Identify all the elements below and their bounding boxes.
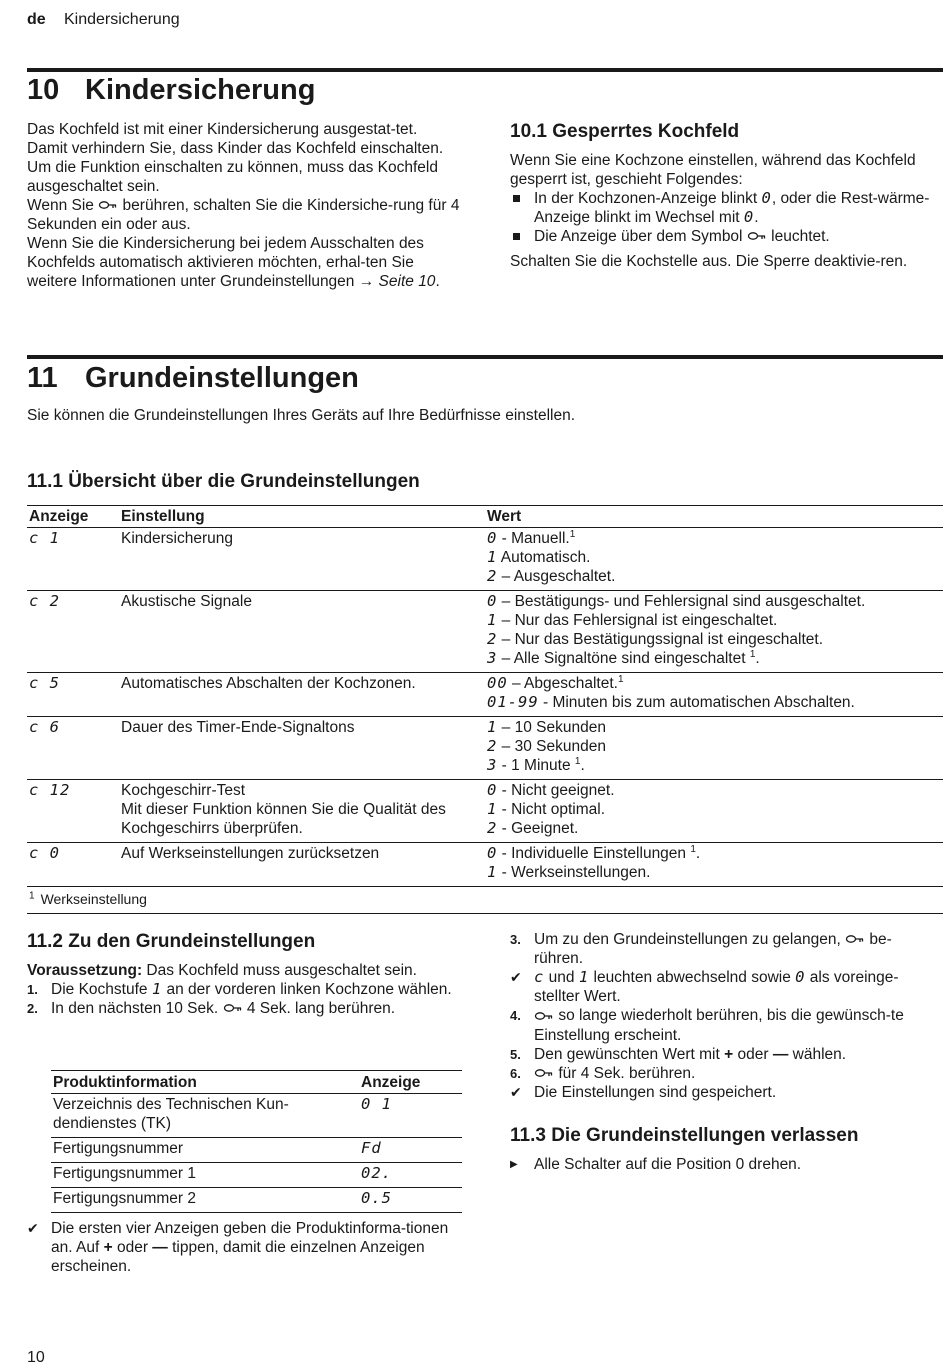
section-10-1-intro: Wenn Sie eine Kochzone einstellen, während das Kochfeld gesperrt ist, geschieht Folgendes: [510, 152, 916, 188]
plus-icon: + [724, 1045, 734, 1063]
column-header-anzeige: Anzeige [29, 508, 89, 525]
value-line [487, 548, 941, 567]
settings-table [27, 507, 943, 914]
table-row [27, 673, 943, 717]
step-3-text-b: be-rühren. [534, 931, 892, 968]
segment-display-value: 0 [487, 844, 498, 862]
key-lock-icon [845, 930, 865, 949]
requirement-text: Das Kochfeld muss ausgeschaltet sein. [142, 962, 417, 979]
value-line [487, 819, 941, 838]
product-info-label: Fertigungsnummer 1 [53, 1165, 197, 1182]
result-item [27, 1219, 462, 1276]
key-lock-icon [534, 1007, 554, 1026]
product-info-label: Fertigungsnummer 2 [53, 1190, 197, 1207]
step-number: 6. [510, 1065, 521, 1081]
table-row [27, 843, 943, 887]
section-11-intro: Sie können die Grundeinstellungen Ihres Geräts auf Ihre Bedürfnisse einstellen. [27, 407, 576, 424]
value-line [487, 863, 941, 882]
setting-name: Kindersicherung [121, 530, 234, 547]
value-line [487, 611, 941, 630]
result-3-text-c: als voreinge-stellter Wert. [534, 969, 899, 1006]
footnote-marker: 1 [569, 528, 576, 540]
value-text: – 10 Sekunden [497, 719, 606, 736]
key-lock-icon [98, 196, 118, 215]
action-text: Alle Schalter auf die Position 0 drehen. [534, 1156, 802, 1173]
footnote-marker: 1 [617, 673, 624, 685]
bullet-2-text-b: leuchtet. [771, 228, 830, 245]
segment-display-value: 0 [487, 592, 498, 610]
value-text: - Minuten bis zum automatischen Abschalten. [538, 694, 855, 711]
segment-display-value: 2 [487, 819, 498, 837]
section-11-3-heading: 11.3 Die Grundeinstellungen verlassen [510, 1125, 859, 1146]
section-11-number: 11 [27, 362, 58, 394]
result-list [27, 1219, 462, 1276]
header-title: Kindersicherung [64, 11, 180, 28]
section-11-2-left [27, 961, 462, 1018]
step-1-text-b: an der vorderen linken Kochzone wählen. [166, 981, 452, 998]
header-language: de [27, 11, 46, 28]
display-code: c 6 [29, 718, 60, 736]
step-5 [510, 1045, 940, 1064]
section-10-p4-text: Wenn Sie die Kindersicherung bei jedem Ausschalten des Kochfelds automatisch aktivieren möchten, erhal-ten Sie weitere Informationen unter Grundeinstellungen [27, 235, 424, 291]
step-6-text: für 4 Sek. berühren. [558, 1064, 696, 1082]
section-10-body [27, 120, 462, 291]
section-10-p4-period: . [435, 273, 440, 291]
step-number: 1. [27, 982, 38, 997]
value-text: – Nur das Bestätigungssignal ist eingeschaltet. [497, 631, 824, 648]
section-11-rule [27, 355, 943, 359]
step-5-text-c: wählen. [792, 1045, 847, 1063]
segment-display-value: 0 [487, 781, 498, 799]
step-6 [510, 1064, 940, 1083]
value-line [487, 737, 941, 756]
segment-display-value: 00 [487, 674, 508, 692]
value-text: - Nicht geeignet. [497, 782, 615, 799]
setting-name: Kochgeschirr-Test Mit dieser Funktion können Sie die Qualität des Kochgeschirrs überprüfen. [121, 782, 446, 837]
key-lock-icon [747, 227, 767, 246]
section-10-1-bullets [510, 189, 930, 246]
value-suffix: . [695, 845, 701, 862]
table-footnote [27, 887, 943, 914]
step-3 [510, 930, 940, 968]
result-6-text: Die Einstellungen sind gespeichert. [534, 1084, 777, 1102]
section-10-1-outro: Schalten Sie die Kochstelle aus. Die Sperre deaktivie-ren. [510, 253, 908, 271]
bullet-1-text-c: . [754, 209, 759, 226]
step-2 [27, 999, 462, 1018]
section-10-p1: Das Kochfeld ist mit einer Kindersicherung ausgestat-tet. Damit verhindern Sie, dass Kinder das Kochfeld einschalten. [27, 121, 444, 157]
table-row [27, 591, 943, 673]
segment-display-value: c [534, 968, 545, 987]
product-info-table [51, 1070, 462, 1213]
table-top-rule [27, 505, 943, 506]
value-line [487, 781, 941, 800]
step-number: 4. [510, 1008, 521, 1024]
checkmark-icon: ✔ [510, 969, 522, 986]
table-header-row [27, 507, 943, 528]
table-row [27, 780, 943, 843]
minus-icon: — [152, 1239, 168, 1256]
section-10-1-heading: 10.1 Gesperrtes Kochfeld [510, 121, 740, 142]
key-lock-icon [223, 999, 243, 1018]
requirement-label: Voraussetzung: [27, 962, 143, 979]
section-10-1-body [510, 151, 930, 271]
note-text-c: tippen, damit die einzelnen Anzeigen erscheinen. [51, 1239, 425, 1275]
bullet-2-text-a: Die Anzeige über dem Symbol [534, 228, 743, 245]
checkmark-icon: ✔ [27, 1220, 39, 1236]
column-header-produktinformation: Produktinformation [53, 1074, 197, 1091]
note-text-a: Die ersten vier Anzeigen geben die Produktinforma-tionen an. Auf [51, 1220, 449, 1256]
footnote-marker: 1 [690, 843, 696, 855]
segment-display-value: 1 [487, 800, 498, 818]
step-2-text-b: 4 Sek. lang berühren. [246, 1000, 396, 1017]
setting-values [485, 717, 943, 780]
column-header-anzeige: Anzeige [361, 1074, 421, 1091]
display-code: Fd [361, 1139, 382, 1157]
section-11-2-right [510, 930, 940, 1102]
value-text: Automatisch. [497, 549, 591, 566]
column-header-wert: Wert [487, 508, 522, 525]
display-code: 0.5 [361, 1189, 392, 1207]
section-10-p3-end: berühren, schalten Sie die Kindersiche-rung für 4 Sekunden ein oder aus. [27, 197, 460, 234]
value-text: – Alle Signaltöne sind eingeschaltet [497, 650, 750, 667]
requirement [27, 961, 462, 980]
product-info-note [27, 1219, 462, 1276]
segment-display-value: 0 [795, 968, 806, 987]
step-1 [27, 980, 462, 999]
result-3-text-a: und [548, 969, 575, 987]
value-line [487, 756, 941, 775]
step-number: 5. [510, 1046, 521, 1062]
value-text: – 30 Sekunden [497, 738, 606, 755]
value-text: – Bestätigungs- und Fehlersignal sind ausgeschaltet. [497, 593, 866, 610]
value-line [487, 718, 941, 737]
segment-display-value: 01-99 [487, 693, 539, 711]
section-11-title: Grundeinstellungen [85, 362, 359, 394]
display-code: c 1 [29, 529, 60, 547]
segment-display-value: 2 [487, 737, 498, 755]
product-info-label: Verzeichnis des Technischen Kun-dendienstes (TK) [53, 1096, 289, 1132]
step-3-text-a: Um zu den Grundeinstellungen zu gelangen, [534, 931, 841, 948]
setting-name: Automatisches Abschalten der Kochzonen. [121, 675, 416, 692]
note-text-b: oder [116, 1239, 148, 1256]
display-code: c 12 [29, 781, 71, 799]
display-code: 0 1 [361, 1095, 392, 1113]
plus-icon: + [103, 1239, 113, 1256]
section-10-heading [27, 73, 315, 107]
result-item [510, 968, 940, 1006]
footnote-marker: 1 [29, 890, 35, 902]
section-10-rule [27, 68, 943, 72]
value-suffix: . [580, 757, 585, 774]
display-code: c 2 [29, 592, 60, 610]
segment-display-value: 1 [578, 968, 590, 987]
step-1-text-a: Die Kochstufe [51, 981, 148, 998]
value-suffix: . [755, 650, 760, 667]
step-2-text-a: In den nächsten 10 Sek. [51, 1000, 219, 1017]
triangle-bullet-icon: ▶ [510, 1159, 518, 1170]
segment-display-value: 1 [487, 863, 498, 881]
table-row [27, 528, 943, 591]
value-line [487, 800, 941, 819]
segment-display-value: 3 [487, 756, 498, 774]
setting-name: Auf Werkseinstellungen zurücksetzen [121, 845, 380, 862]
section-11-3-body [510, 1155, 940, 1174]
segment-display-value: 0 [487, 529, 498, 547]
display-code: c 0 [29, 844, 60, 862]
list-item [510, 189, 930, 227]
column-header-einstellung: Einstellung [121, 508, 205, 525]
step-5-text-a: Den gewünschten Wert mit [534, 1045, 720, 1063]
setting-values [485, 780, 943, 843]
setting-values [485, 673, 943, 717]
value-line [487, 529, 941, 548]
segment-display-value: 1 [487, 611, 498, 629]
page-reference-link[interactable]: → Seite 10 [358, 273, 436, 291]
action-list [510, 1155, 940, 1174]
value-text: - 1 Minute [497, 757, 575, 774]
value-line [487, 649, 941, 668]
value-line [487, 592, 941, 611]
value-line [487, 630, 941, 649]
value-text: - Individuelle Einstellungen [497, 845, 691, 862]
bullet-1-text-b: , oder die Rest-wärme-Anzeige blinkt im Wechsel mit [534, 190, 930, 226]
value-text: – Ausgeschaltet. [497, 568, 616, 585]
step-4 [510, 1006, 940, 1044]
section-10-number: 10 [27, 74, 60, 106]
table-header-row [51, 1071, 462, 1094]
section-11-heading [27, 361, 359, 395]
display-code: 02. [361, 1164, 392, 1182]
result-item [510, 1083, 940, 1102]
minus-icon: — [772, 1045, 789, 1063]
footnote-row [27, 887, 943, 914]
bullet-1-text-a: In der Kochzonen-Anzeige blinkt [534, 190, 758, 207]
table-row [51, 1094, 462, 1138]
result-3-text-b: leuchten abwechselnd sowie [593, 969, 791, 987]
setting-name: Dauer des Timer-Ende-Signaltons [121, 719, 355, 736]
setting-values [485, 843, 943, 887]
step-4-text: so lange wiederholt berühren, bis die gewünsch-te Einstellung erscheint. [534, 1007, 904, 1044]
segment-display-value: 3 [487, 649, 498, 667]
setting-values [485, 591, 943, 673]
checkmark-icon: ✔ [510, 1084, 522, 1101]
steps-list-left [27, 980, 462, 1018]
value-text: – Abgeschaltet. [507, 675, 618, 692]
footnote-text: Werkseinstellung [40, 891, 147, 907]
section-10-p2: Um die Funktion einschalten zu können, muss das Kochfeld ausgeschaltet sein. [27, 159, 438, 195]
section-10-p3 [27, 196, 462, 234]
footnote-marker: 1 [749, 648, 756, 660]
step-number: 3. [510, 932, 521, 947]
page-number: 10 [27, 1349, 45, 1366]
value-text: - Manuell. [497, 530, 570, 547]
segment-display-value: 2 [487, 567, 498, 585]
section-10-p4 [27, 234, 462, 291]
segment-display-value: 0 [761, 189, 772, 207]
value-text: - Nicht optimal. [497, 801, 606, 818]
segment-display-value: 1 [487, 718, 498, 736]
segment-display-value: 2 [487, 630, 498, 648]
footnote-marker: 1 [574, 755, 581, 767]
value-text: - Geeignet. [497, 820, 579, 837]
step-5-text-b: oder [737, 1045, 769, 1063]
segment-display-value: 0 [743, 208, 755, 226]
segment-display-value: 1 [151, 980, 163, 998]
list-item [510, 227, 930, 246]
section-11-2-heading: 11.2 Zu den Grundeinstellungen [27, 931, 316, 952]
value-line [487, 567, 941, 586]
step-number: 2. [27, 1001, 38, 1016]
value-text: - Werkseinstellungen. [497, 864, 651, 881]
action-item [510, 1155, 940, 1174]
key-lock-icon [534, 1064, 554, 1083]
table-row [51, 1163, 462, 1188]
table-row [51, 1188, 462, 1213]
value-line [487, 674, 941, 693]
product-info-label: Fertigungsnummer [53, 1140, 184, 1157]
section-10-p3-start: Wenn Sie [27, 197, 94, 214]
section-10-title: Kindersicherung [85, 74, 316, 106]
steps-list-right [510, 930, 940, 1102]
section-11-1-heading: 11.1 Übersicht über die Grundeinstellungen [27, 471, 420, 492]
setting-values [485, 528, 943, 591]
value-line [487, 844, 941, 863]
setting-name: Akustische Signale [121, 593, 252, 610]
value-text: – Nur das Fehlersignal ist eingeschaltet. [497, 612, 778, 629]
segment-display-value: 1 [487, 548, 498, 566]
table-row [51, 1138, 462, 1163]
table-row [27, 717, 943, 780]
display-code: c 5 [29, 674, 60, 692]
value-line [487, 693, 941, 712]
